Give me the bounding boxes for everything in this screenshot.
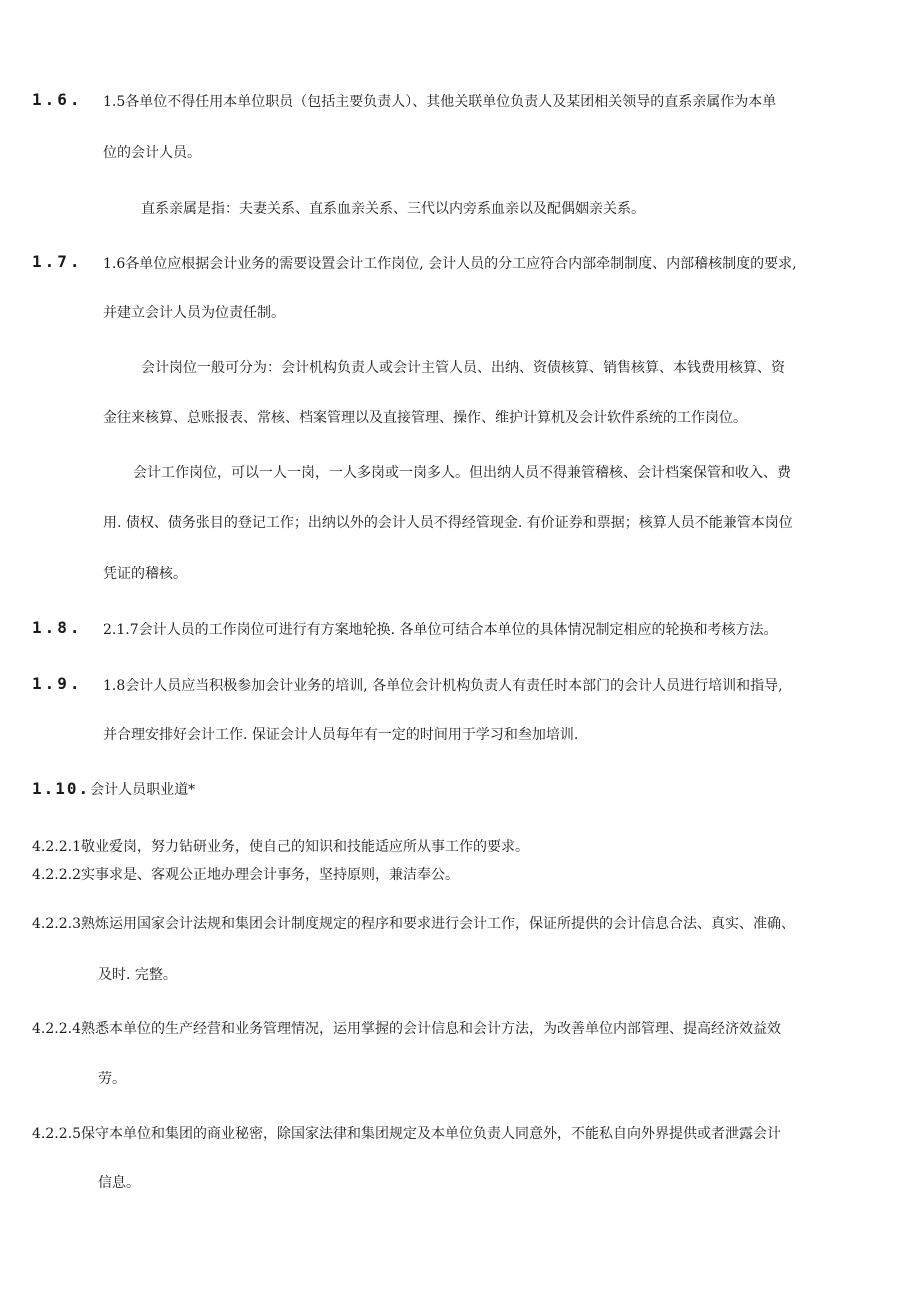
section-number-1-6: 1.6. xyxy=(32,90,83,109)
section-number-1-9: 1.9. xyxy=(32,674,83,693)
section-1-7-paragraph-1-line-1: 会计岗位一般可分为：会计机构负责人或会计主管人员、出纳、资债核算、销售核算、本钱费用核算、资 xyxy=(141,360,785,376)
section-number-1-8: 1.8. xyxy=(32,618,83,637)
section-1-9-text-line-1: 1.8会计人员应当积极参加会计业务的培训, 各单位会计机构负责人有责任时本部门的会计人员进行培训和指导, xyxy=(103,678,783,694)
item-text: 保守本单位和集团的商业秘密，除国家法律和集团规定及本单位负责人同意外，不能私自向外界提供或者泄露会计 xyxy=(80,1126,781,1142)
section-1-7-paragraph-2-line-1: 会计工作岗位，可以一人一岗，一人多岗或一岗多人。但出纳人员不得兼管稽核、会计档案保管和收入、费 xyxy=(133,465,791,481)
item-text: 实事求是、客观公正地办理会计事务，坚持原则，兼洁奉公。 xyxy=(80,867,459,883)
list-item-4-2-2-3-continuation: 及时. 完整。 xyxy=(98,967,177,983)
list-item-4-2-2-4-continuation: 劳。 xyxy=(98,1071,126,1087)
list-item-4-2-2-3 xyxy=(32,913,795,933)
section-1-6-text-line-2: 位的会计人员。 xyxy=(103,145,201,161)
item-number: 4.2.2.1 xyxy=(32,839,81,855)
list-item-4-2-2-5-continuation: 信息。 xyxy=(98,1175,140,1191)
section-1-7-paragraph-2-line-2: 用. 债权、债务张目的登记工作；出纳以外的会计人员不得经管现金. 有价证券和票据；核算人员不能兼管本岗位 xyxy=(103,515,793,531)
list-item-4-2-2-5 xyxy=(32,1123,781,1143)
section-1-9-text-line-2: 并合理安排好会计工作. 保证会计人员每年有一定的时间用于学习和叁加培训. xyxy=(103,727,579,743)
item-text: 熟悉本单位的生产经营和业务管理情况，运用掌握的会计信息和会计方法，为改善单位内部管理、提高经济效益效 xyxy=(80,1021,781,1037)
section-1-6-text-line-1: 1.5各单位不得任用本单位职员（包括主要负责人）、其他关联单位负责人及某团相关领导的直系亲属作为本单 xyxy=(103,94,777,110)
section-1-8-text-line-1: 2.1.7会计人员的工作岗位可进行有方案地轮换. 各单位可结合本单位的具体情况制定相应的轮换和考核方法。 xyxy=(103,622,778,638)
item-number: 4.2.2.2 xyxy=(32,867,81,883)
section-1-10-title: 会计人员职业道* xyxy=(90,782,196,798)
list-item-4-2-2-2 xyxy=(32,864,459,884)
list-item-4-2-2-1 xyxy=(32,836,529,856)
item-text: 敬业爱岗，努力钻研业务，使自己的知识和技能适应所从事工作的要求。 xyxy=(80,839,529,855)
section-1-6-note: 直系亲属是指：夫妻关系、直系血亲关系、三代以内旁系血亲以及配偶姻亲关系。 xyxy=(141,201,645,217)
section-1-7-text-line-1: 1.6各单位应根据会计业务的需要设置会计工作岗位, 会计人员的分工应符合内部牵制制度、内部稽核制度的要求, xyxy=(103,256,797,272)
section-1-7-text-line-2: 并建立会计人员为位责任制。 xyxy=(103,305,285,321)
item-number: 4.2.2.4 xyxy=(32,1021,81,1037)
list-item-4-2-2-4 xyxy=(32,1018,781,1038)
item-number: 4.2.2.5 xyxy=(32,1126,81,1142)
section-number-1-10: 1.10. xyxy=(32,779,91,798)
section-1-7-paragraph-2-line-3: 凭证的稽核。 xyxy=(103,566,187,582)
section-1-7-paragraph-1-line-2: 金往来核算、总账报表、常核、档案管理以及直接管理、操作、维护计算机及会计软件系统的工作岗位。 xyxy=(103,410,747,426)
section-number-1-7: 1.7. xyxy=(32,252,83,271)
section-1-10-heading xyxy=(32,779,195,799)
item-number: 4.2.2.3 xyxy=(32,916,81,932)
item-text: 熟炼运用国家会计法规和集团会计制度规定的程序和要求进行会计工作，保证所提供的会计信息合法、真实、准确、 xyxy=(80,916,795,932)
